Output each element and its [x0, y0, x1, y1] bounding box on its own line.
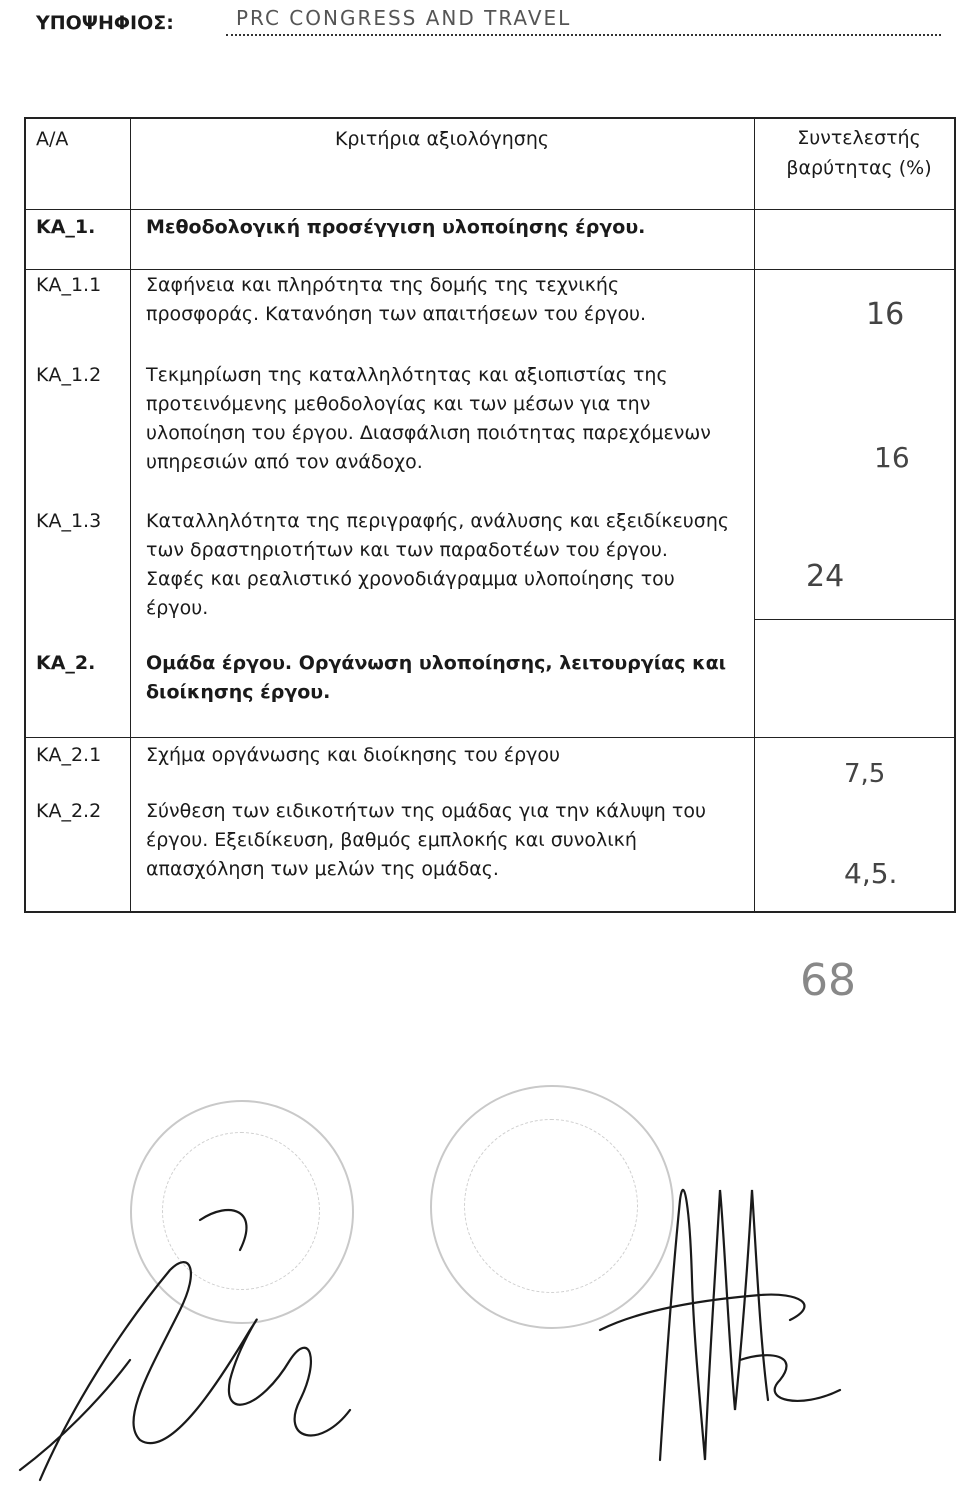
- weight-handwritten: 24: [806, 559, 845, 594]
- criteria-line: έργου. Εξειδίκευση, βαθμός εμπλοκής και συνολική: [146, 829, 637, 851]
- criteria-line: Καταλληλότητα της περιγραφής, ανάλυσης και εξειδίκευσης: [146, 510, 730, 532]
- weight-handwritten: 16: [874, 441, 910, 474]
- signatures: [0, 1080, 960, 1496]
- signature-right: [660, 1190, 768, 1460]
- candidate-handwritten-name: PRC CONGRESS AND TRAVEL: [236, 6, 572, 30]
- row-criteria: [146, 797, 746, 884]
- criteria-line: προτεινόμενης μεθοδολογίας και των μέσων για την: [146, 393, 651, 415]
- header-code: Α/Α: [36, 128, 69, 150]
- candidate-label: ΥΠΟΨΗΦΙΟΣ:: [36, 12, 174, 34]
- row-divider: [26, 269, 954, 270]
- candidate-dotted-line: [226, 34, 941, 36]
- criteria-line: Σαφές και ρεαλιστικό χρονοδιάγραμμα υλοποίησης του: [146, 568, 675, 590]
- row-code: ΚΑ_1.3: [36, 510, 102, 532]
- row-code: ΚΑ_2.: [36, 652, 96, 674]
- row-code: ΚΑ_2.1: [36, 744, 102, 766]
- criteria-line: Μεθοδολογική προσέγγιση υλοποίησης έργου.: [146, 216, 646, 238]
- criteria-line: έργου.: [146, 597, 209, 619]
- row-code: ΚΑ_1.1: [36, 274, 102, 296]
- criteria-line: υπηρεσιών από τον ανάδοχο.: [146, 451, 423, 473]
- row-divider: [754, 619, 954, 620]
- candidate-line: [36, 4, 941, 40]
- evaluation-table: [24, 117, 956, 913]
- signature-left: [40, 1262, 350, 1480]
- handwritten-total: 68: [800, 955, 856, 1006]
- row-criteria: [146, 213, 746, 242]
- column-divider: [754, 119, 755, 911]
- header-weight-line2: βαρύτητας (%): [786, 157, 932, 179]
- row-code: ΚΑ_1.2: [36, 364, 102, 386]
- row-criteria: [146, 507, 746, 623]
- row-divider: [26, 209, 954, 210]
- criteria-line: προσφοράς. Κατανόηση των απαιτήσεων του έργου.: [146, 303, 647, 325]
- criteria-line: απασχόληση των μελών της ομάδας.: [146, 858, 499, 880]
- header-weight-line1: Συντελεστής: [797, 127, 921, 149]
- row-criteria: [146, 271, 746, 329]
- row-criteria: [146, 361, 746, 477]
- criteria-line: Σχήμα οργάνωσης και διοίκησης του έργου: [146, 744, 561, 766]
- column-divider: [130, 119, 131, 911]
- row-criteria: [146, 741, 746, 770]
- criteria-line: Τεκμηρίωση της καταλληλότητας και αξιοπιστίας της: [146, 364, 668, 386]
- row-divider: [26, 737, 954, 738]
- row-criteria: [146, 649, 746, 707]
- criteria-line: Ομάδα έργου. Οργάνωση υλοποίησης, λειτουργίας και: [146, 652, 727, 674]
- weight-handwritten: 16: [866, 297, 905, 332]
- weight-handwritten: 7,5: [844, 759, 886, 789]
- weight-handwritten: 4,5.: [844, 857, 898, 890]
- criteria-line: των δραστηριοτήτων και των παραδοτέων του έργου.: [146, 539, 668, 561]
- header-criteria: Κριτήρια αξιολόγησης: [334, 128, 550, 150]
- criteria-line: υλοποίηση του έργου. Διασφάλιση ποιότητας παρεχόμενων: [146, 422, 711, 444]
- criteria-line: Σαφήνεια και πληρότητα της δομής της τεχνικής: [146, 274, 620, 296]
- criteria-line: Σύνθεση των ειδικοτήτων της ομάδας για την κάλυψη του: [146, 800, 706, 822]
- row-code: ΚΑ_1.: [36, 216, 96, 238]
- row-code: ΚΑ_2.2: [36, 800, 102, 822]
- criteria-line: διοίκησης έργου.: [146, 681, 331, 703]
